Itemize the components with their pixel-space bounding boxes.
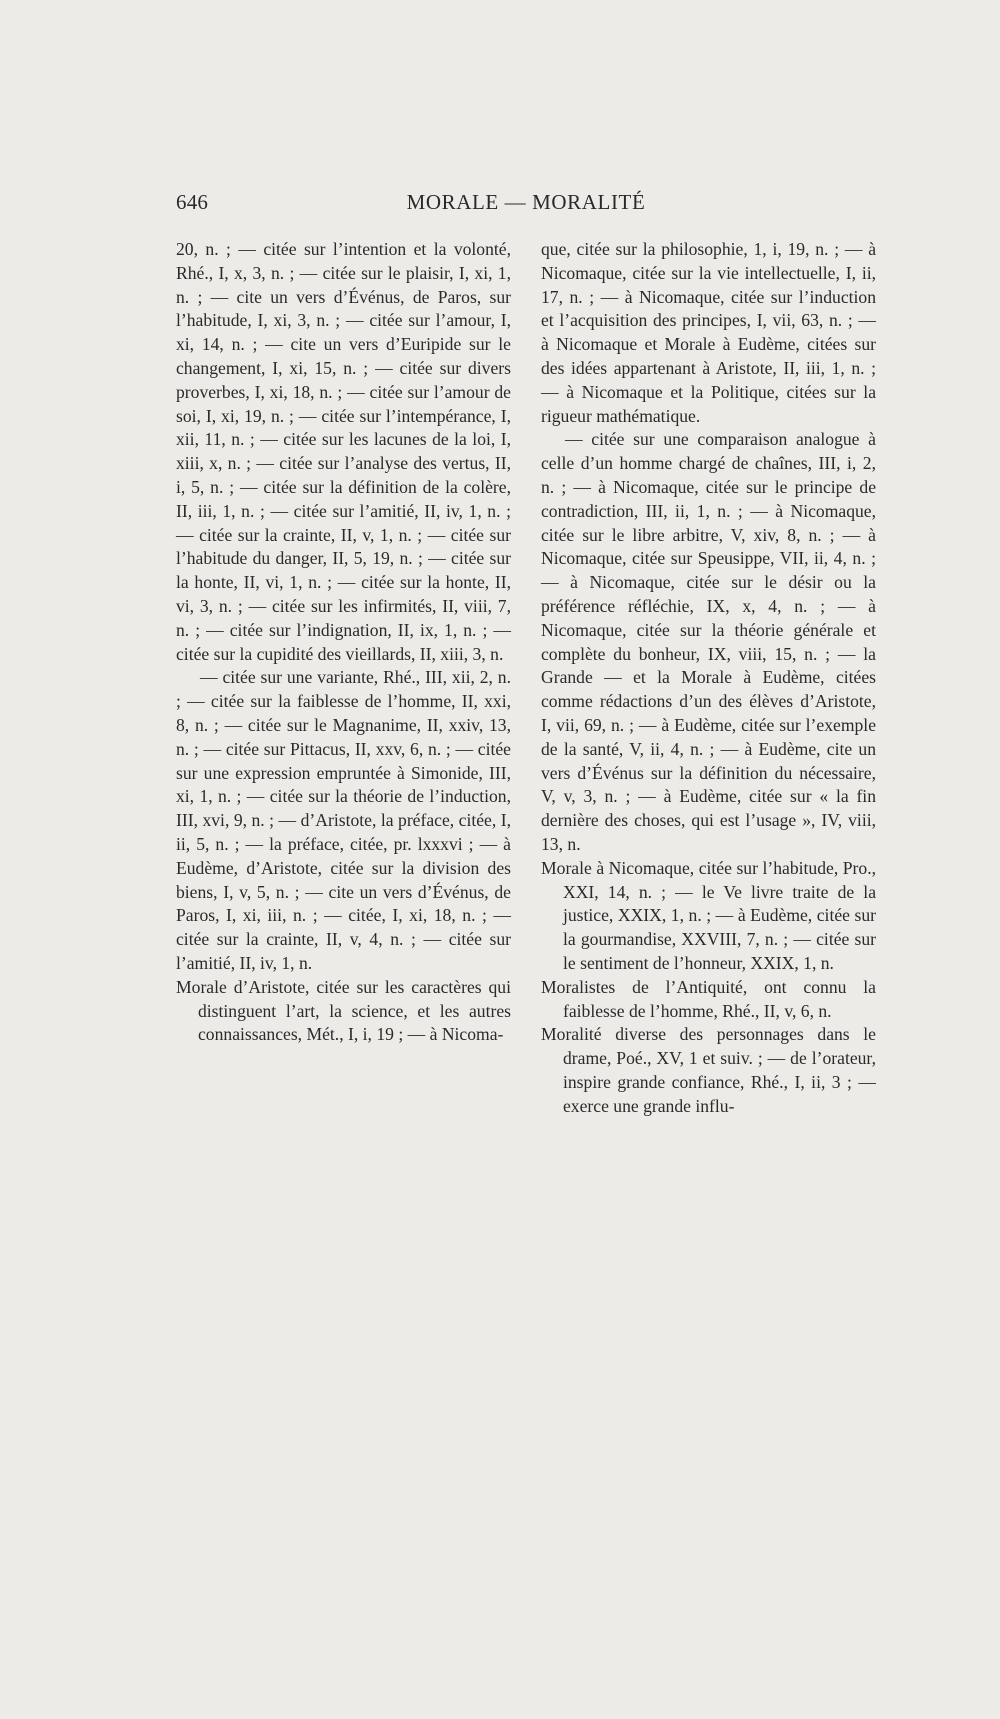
index-entry-morale-nicomaque: Morale à Nicomaque, citée sur l’habitude, Pro., XXI, 14, n. ; — le Ve livre traite de la justice, XXIX, 1, n. ; — à Eudème, citée sur la gourmandise, XXVIII, 7, n. ; — citée sur le sentiment de l’honneur, XXIX, 1, n. [541,857,876,973]
page-number: 646 [176,190,209,214]
index-entry-moralistes: Moralistes de l’Antiquité, ont connu la faiblesse de l’homme, Rhé., II, v, 6, n. [541,976,876,1021]
index-subentry: — citée sur une comparaison analogue à celle d’un homme chargé de chaînes, III, i, 2, n. ; — à Nicomaque, citée sur le principe de contradiction, III, ii, 1, n. ; — à Nicomaque, citée sur le libre arbitre, V, xiv, 8, n. ; — à Nicomaque, citée sur Speusippe, VII, ii, 4, n. ; — à Nicomaque, citée sur le désir ou la préférence réfléchie, IX, x, 4, n. ; — à Nicomaque, citée sur la théorie générale et complète du bonheur, IX, viii, 15, n. ; — la Grande — et la Morale à Eudème, citées comme rédactions d’un des élèves d’Aristote, I, vii, 69, n. ; — à Eudème, citée sur l’exemple de la santé, V, ii, 4, n. ; — à Eudème, cite un vers d’Événus sur la définition du nécessaire, V, v, 3, n. ; — à Eudème, citée sur « la fin dernière des choses, qui est l’usage », IV, viii, 13, n. [541,429,876,854]
left-column [176,238,511,1047]
right-column [541,238,876,1118]
index-entry-morale: Morale d’Aristote, citée sur les caractères qui distinguent l’art, la science, et les autres connaissances, Mét., I, i, 19 ; — à Nicoma- [176,976,511,1045]
index-subentry: — citée sur une variante, Rhé., III, xii, 2, n. ; — citée sur la faiblesse de l’homme, II, xxi, 8, n. ; — citée sur le Magnanime, II, xxiv, 13, n. ; — citée sur Pittacus, II, xxv, 6, n. ; — citée sur une expression empruntée à Simonide, III, xi, 1, n. ; — citée sur la théorie de l’induction, III, xvi, 9, n. ; — d’Aristote, la préface, citée, I, ii, 5, n. ; — la préface, citée, pr. lxxxvi ; — à Eudème, d’Aristote, citée sur la division des biens, I, v, 5, n. ; — cite un vers d’Événus, de Paros, I, xi, iii, n. ; — citée, I, xi, 18, n. ; — citée sur la crainte, II, v, 4, n. ; — citée sur l’amitié, II, iv, 1, n. [176,667,511,973]
index-entry-moralite: Moralité diverse des personnages dans le drame, Poé., XV, 1 et suiv. ; — de l’orateur, inspire grande confiance, Rhé., I, ii, 3 ; — exerce une grande influ- [541,1024,876,1116]
index-continuation: que, citée sur la philosophie, 1, i, 19, n. ; — à Nicomaque, citée sur la vie intellectuelle, I, ii, 17, n. ; — à Nicomaque, citée sur l’induction et l’acquisition des principes, I, vii, 63, n. ; — à Nicomaque et Morale à Eudème, citées sur des idées appartenant à Aristote, II, iii, 1, n. ; — à Nicomaque et la Politique, citées sur la rigueur mathématique. [541,239,876,426]
page-header [176,190,876,222]
running-head: MORALE — MORALITÉ [406,190,646,214]
index-continuation: 20, n. ; — citée sur l’intention et la volonté, Rhé., I, x, 3, n. ; — citée sur le plaisir, I, xi, 1, n. ; — cite un vers d’Événus, de Paros, sur l’habitude, I, xi, 3, n. ; — citée sur l’amour, I, xi, 14, n. ; — cite un vers d’Euripide sur le changement, I, xi, 15, n. ; — citée sur divers proverbes, I, xi, 18, n. ; — citée sur l’amour de soi, I, xi, 19, n. ; — citée sur l’intempérance, I, xii, 11, n. ; — citée sur les lacunes de la loi, I, xiii, x, n. ; — citée sur l’analyse des vertus, II, i, 5, n. ; — citée sur la définition de la colère, II, iii, 1, n. ; — citée sur l’amitié, II, iv, 1, n. ; — citée sur la crainte, II, v, 1, n. ; — citée sur l’habitude du danger, II, 5, 19, n. ; — citée sur la honte, II, vi, 1, n. ; — citée sur la honte, II, vi, 3, n. ; — citée sur les infirmités, II, viii, 7, n. ; — citée sur l’indignation, II, ix, 1, n. ; — citée sur la cupidité des vieillards, II, xiii, 3, n. [176,239,511,664]
